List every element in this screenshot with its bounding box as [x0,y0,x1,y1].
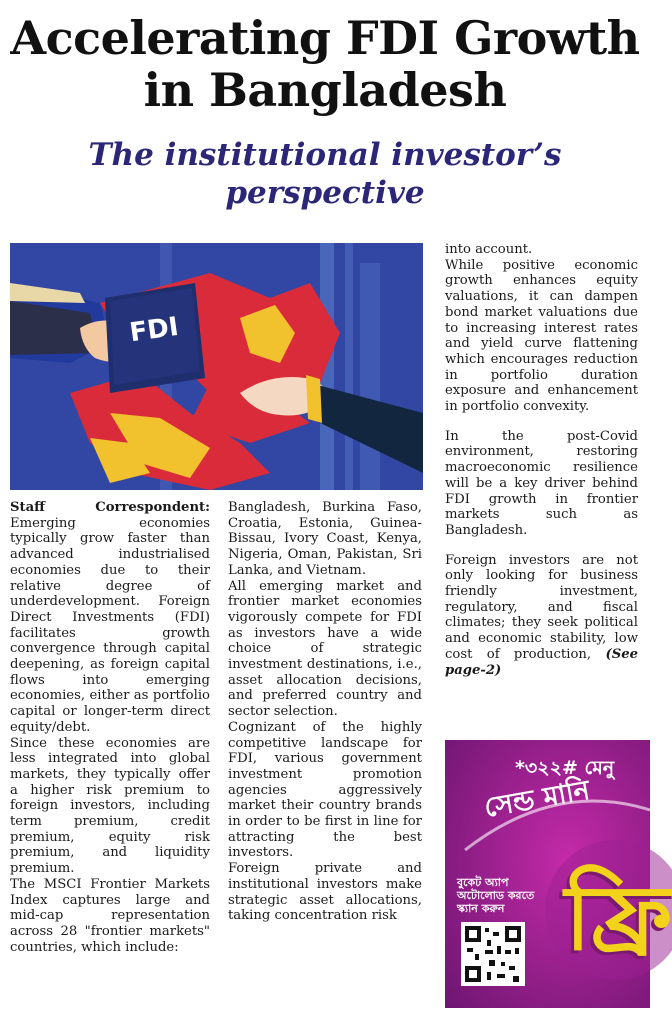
article-column-2 [228,500,422,924]
column-3-paragraph-2: While positive economic growth enhances equity valuations, it can dampen bond market valuations due to increasing interest rates and yield curve flattening which encourages reduction in portfolio duration exposure and enhancement in portfolio convexity. [445,257,638,415]
article-headline [0,12,650,116]
article-column-3 [445,242,638,678]
subhead-line-2: perspective [225,175,425,211]
ad-big-text: ফ্রি [565,866,672,971]
column-2-paragraph-4: Foreign private and institutional investors make strategic asset allocations, taking concentration risk [228,861,422,924]
ad-top-text: *৩২২# মেনু [515,757,615,779]
column-2-paragraph-1: Bangladesh, Burkina Faso, Croatia, Estonia, Guinea-Bissau, Ivory Coast, Kenya, Nigeria, Oman, Pakistan, Sri Lanka, and Vietnam. [228,500,422,578]
fdi-illustration [10,243,423,490]
headline-line-2: in Bangladesh [143,63,507,117]
qr-code-icon[interactable] [461,922,525,986]
ad-arc-text: সেন্ড মানি [481,774,593,824]
subhead-line-1: The institutional investor’s [88,137,562,173]
column-3-paragraph-4: Foreign investors are not only looking for business friendly investment, regulatory, and fiscal climates; they seek political and economic stability, low cost of production, [445,552,638,662]
column-2-paragraph-3: Cognizant of the highly competitive landscape for FDI, various government investment promotion agencies aggressively market their country brands in order to be first in line for attracting the best investors. [228,719,422,861]
column-1-paragraph-1: Emerging economies typically grow faster than advanced industrialised economies due to their relative degree of underdevelopment. Foreign Direct Investments (FDI) facilitates growth convergence through capital deepening, as foreign capital flows into emerging economies, either as portfolio capital or longer-term direct equity/debt. [10,515,210,735]
byline: Staff Correspondent: [10,500,210,515]
see-page-link[interactable]: (See page-2) [445,646,638,678]
fdi-illustration-art [10,243,423,490]
column-1-paragraph-3: The MSCI Frontier Markets Index captures large and mid-cap representation across 28 "frontier markets" countries, which include: [10,876,210,955]
article-column-1 [10,500,210,955]
article-subhead [0,136,650,212]
ad-scan-text: বুকেট অ্যাপ অটোলোড করতে স্ক্যান করুন [457,876,535,915]
column-2-paragraph-2: All emerging market and frontier market economies vigorously compete for FDI as investors have a wide choice of strategic investment destinations, i.e., asset allocation decisions, and preferred country and sector selection. [228,578,422,720]
column-3-paragraph-3: In the post-Covid environment, restoring macroeconomic resilience will be a key driver behind FDI growth in frontier markets such as Bangladesh. [445,428,638,538]
advertisement[interactable] [445,740,672,1008]
column-1-paragraph-2: Since these economies are less integrated into global markets, they typically offer a higher risk premium to foreign investors, including term premium, credit premium, equity risk premium, and liquidity premium. [10,735,210,877]
column-3-paragraph-1: into account. [445,242,533,257]
fdi-book-label: FDI [127,311,181,349]
headline-line-1: Accelerating FDI Growth [10,11,640,65]
